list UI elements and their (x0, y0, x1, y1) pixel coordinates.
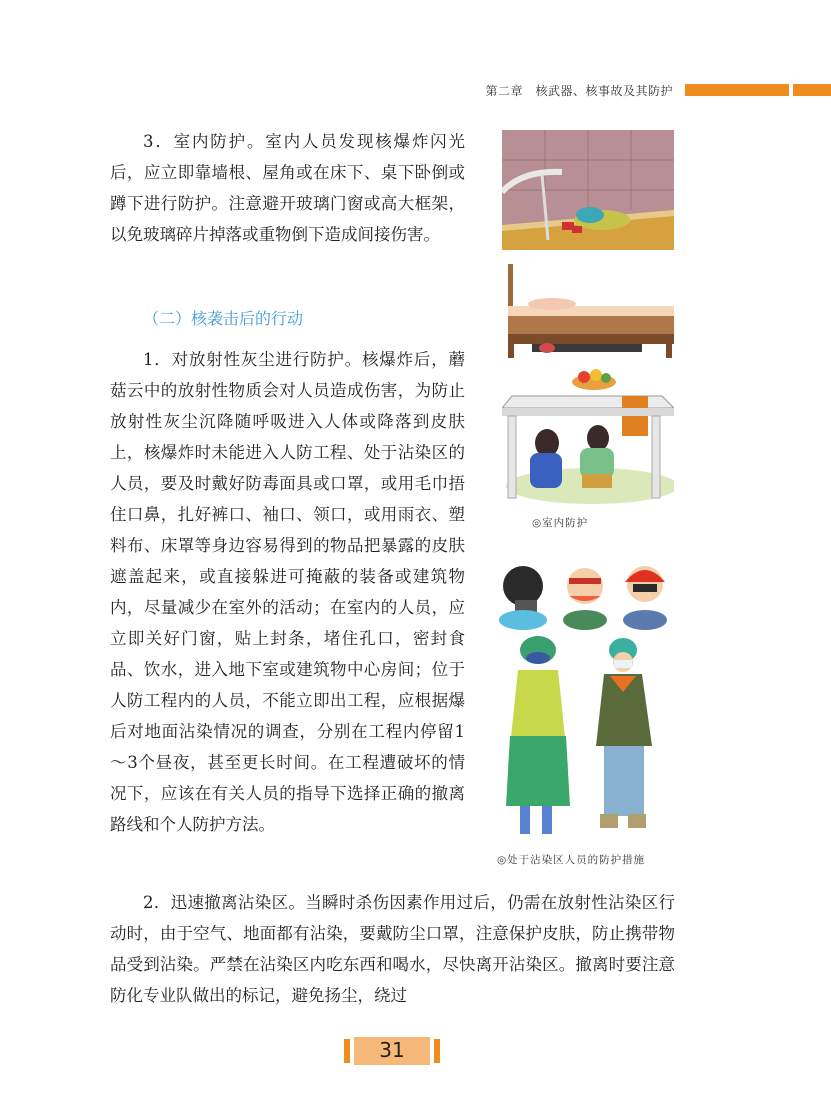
protective-masks-illustration (495, 560, 675, 630)
under-bed-illustration (502, 262, 674, 358)
caption-contamination: ◎处于沾染区人员的防护措施 (497, 854, 646, 866)
protective-suits-illustration (500, 636, 675, 841)
page-number-bar-right (434, 1039, 440, 1063)
page-number-box (344, 1037, 440, 1065)
page-number-bar-left (344, 1039, 350, 1063)
header-accent-bar (685, 84, 789, 96)
wall-corner-illustration (502, 130, 674, 250)
para1-paragraph (110, 344, 465, 840)
caption-indoor: ◎室内防护 (532, 517, 589, 529)
para1-text: 1．对放射性灰尘进行防护。核爆炸后，蘑菇云中的放射性物质会对人员造成伤害，为防止放射性灰尘沉降随呼吸进入人体或降落到皮肤上，核爆炸时未能进入人防工程、处于沾染区的人员，要及时戴好防毒面具或口罩，或用毛巾捂住口鼻，扎好裤口、袖口、领口，或用雨衣、塑料布、床罩等身边容易得到的物品把暴露的皮肤遮盖起来，或直接躲进可掩蔽的装备或建筑物内，尽量减少在室外的活动；在室内的人员，应立即关好门窗，贴上封条，堵住孔口，密封食品、饮水，进入地下室或建筑物中心房间；位于人防工程内的人员，不能立即出工程，应根据爆后对地面沾染情况的调查，分别在工程内停留1～3个昼夜，甚至更长时间。在工程遭破坏的情况下，应该在有关人员的指导下选择正确的撤离路线和个人防护方法。 (110, 350, 465, 834)
chapter-title: 第二章 核武器、核事故及其防护 (485, 84, 673, 98)
section3-paragraph (110, 126, 465, 250)
section3-text: 3．室内防护。室内人员发现核爆炸闪光后，应立即靠墙根、屋角或在床下、桌下卧倒或蹲下进行防护。注意避开玻璃门窗或高大框架，以免玻璃碎片掉落或重物倒下造成间接伤害。 (110, 132, 465, 244)
running-header (0, 82, 831, 98)
para2-paragraph (110, 887, 675, 1011)
section-heading: （二）核袭击后的行动 (143, 309, 304, 328)
under-table-illustration (502, 368, 674, 504)
header-accent-bar-small (793, 84, 831, 96)
page-number: 31 (379, 1038, 405, 1062)
para2-text: 2．迅速撤离沾染区。当瞬时杀伤因素作用过后，仍需在放射性沾染区行动时，由于空气、地面都有沾染，要戴防尘口罩，注意保护皮肤，防止携带物品受到沾染。严禁在沾染区内吃东西和喝水，尽快离开沾染区。撤离时要注意防化专业队做出的标记，避免扬尘，绕过 (110, 893, 675, 1005)
